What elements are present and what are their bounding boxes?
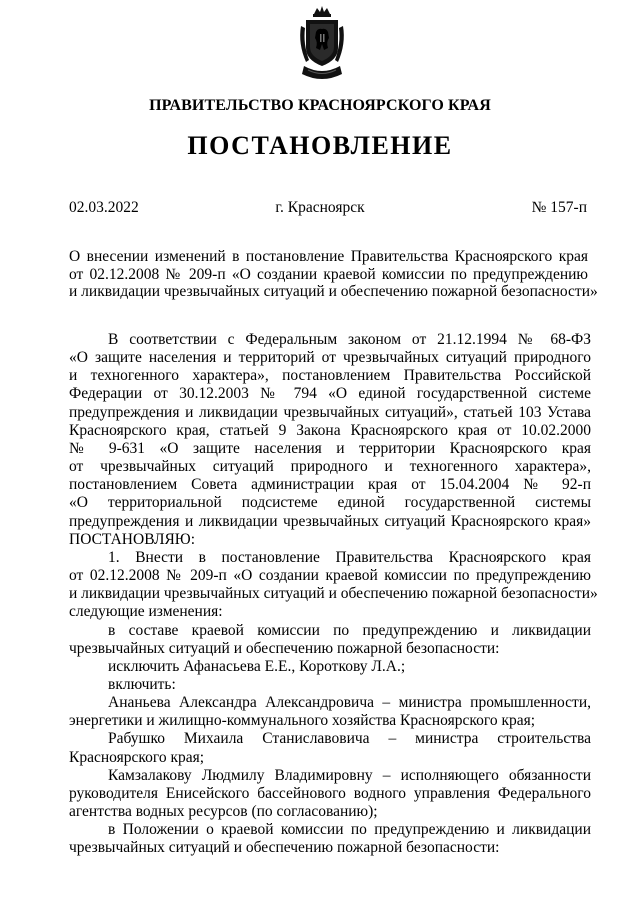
body-line: «О территориальной подсистеме единой государственной системы xyxy=(69,494,591,512)
body-line-decree: ПОСТАНОВЛЯЮ: xyxy=(69,530,196,548)
body-line: в составе краевой комиссии по предупреждению и ликвидации xyxy=(108,621,591,639)
body-line: Федерации от 30.12.2003 № 794 «О единой государственной системе xyxy=(69,385,591,403)
body-line: Ананьева Александра Александровича – министра промышленности, xyxy=(108,694,591,712)
body-line: от 02.12.2008 № 209-п «О создании краевой комиссии по предупреждению xyxy=(69,567,591,585)
coat-of-arms-emblem xyxy=(298,4,346,86)
body-line: в Положении о краевой комиссии по предупреждению и ликвидации xyxy=(108,821,591,839)
body-line: агентства водных ресурсов (по согласованию); xyxy=(69,803,378,821)
body-line: предупреждения и ликвидации чрезвычайных ситуаций Красноярского края» xyxy=(69,512,591,530)
body-line: Красноярского края, статьей 9 Закона Красноярского края от 10.02.2000 xyxy=(69,421,591,439)
body-line: постановлением Совета администрации края от 15.04.2004 № 92-п xyxy=(69,476,591,494)
body-line: предупреждения и ликвидации чрезвычайных ситуаций», статьей 103 Устава xyxy=(69,403,591,421)
document-date: 02.03.2022 xyxy=(69,199,139,216)
body-line: Камзалакову Людмилу Владимировну – исполняющего обязанности xyxy=(108,766,591,784)
subject-line: О внесении изменений в постановление Правительства Красноярского края xyxy=(69,248,588,265)
document-body xyxy=(69,331,598,858)
document-type-title: ПОСТАНОВЛЕНИЕ xyxy=(187,131,453,160)
body-line: В соответствии с Федеральным законом от 21.12.1994 № 68-ФЗ xyxy=(108,331,591,348)
body-line: следующие изменения: xyxy=(69,603,223,621)
body-line: Красноярского края; xyxy=(69,748,205,766)
document-number: № 157-п xyxy=(531,199,587,216)
body-line: от чрезвычайных ситуаций природного и техногенного характера», xyxy=(69,458,591,476)
body-line: руководителя Енисейского бассейнового водного управления Федерального xyxy=(69,784,591,802)
body-line: исключить Афанасьева Е.Е., Короткову Л.А.; xyxy=(108,657,406,675)
document-city: г. Красноярск xyxy=(275,199,365,216)
government-title: ПРАВИТЕЛЬСТВО КРАСНОЯРСКОГО КРАЯ xyxy=(149,97,491,114)
subject-line: и ликвидации чрезвычайных ситуаций и обеспечению пожарной безопасности» xyxy=(69,283,598,300)
body-line: чрезвычайных ситуаций и обеспечению пожарной безопасности: xyxy=(69,639,500,657)
body-line: и техногенного характера», постановлением Правительства Российской xyxy=(69,367,591,385)
body-line: и ликвидации чрезвычайных ситуаций и обеспечению пожарной безопасности» xyxy=(69,585,598,603)
body-line: включить: xyxy=(108,675,176,693)
body-line: Рабушко Михаила Станиславовича – министра строительства xyxy=(108,730,591,748)
body-line: энергетики и жилищно-коммунального хозяйства Красноярского края; xyxy=(69,712,536,730)
body-line: «О защите населения и территорий от чрезвычайных ситуаций природного xyxy=(69,349,591,367)
body-line: чрезвычайных ситуаций и обеспечению пожарной безопасности: xyxy=(69,839,500,857)
subject-line: от 02.12.2008 № 209-п «О создании краевой комиссии по предупреждению xyxy=(69,265,588,283)
body-line: № 9-631 «О защите населения и территории Красноярского края xyxy=(69,439,591,457)
document-subject xyxy=(69,248,598,301)
body-line: 1. Внести в постановление Правительства Красноярского края xyxy=(108,548,591,566)
